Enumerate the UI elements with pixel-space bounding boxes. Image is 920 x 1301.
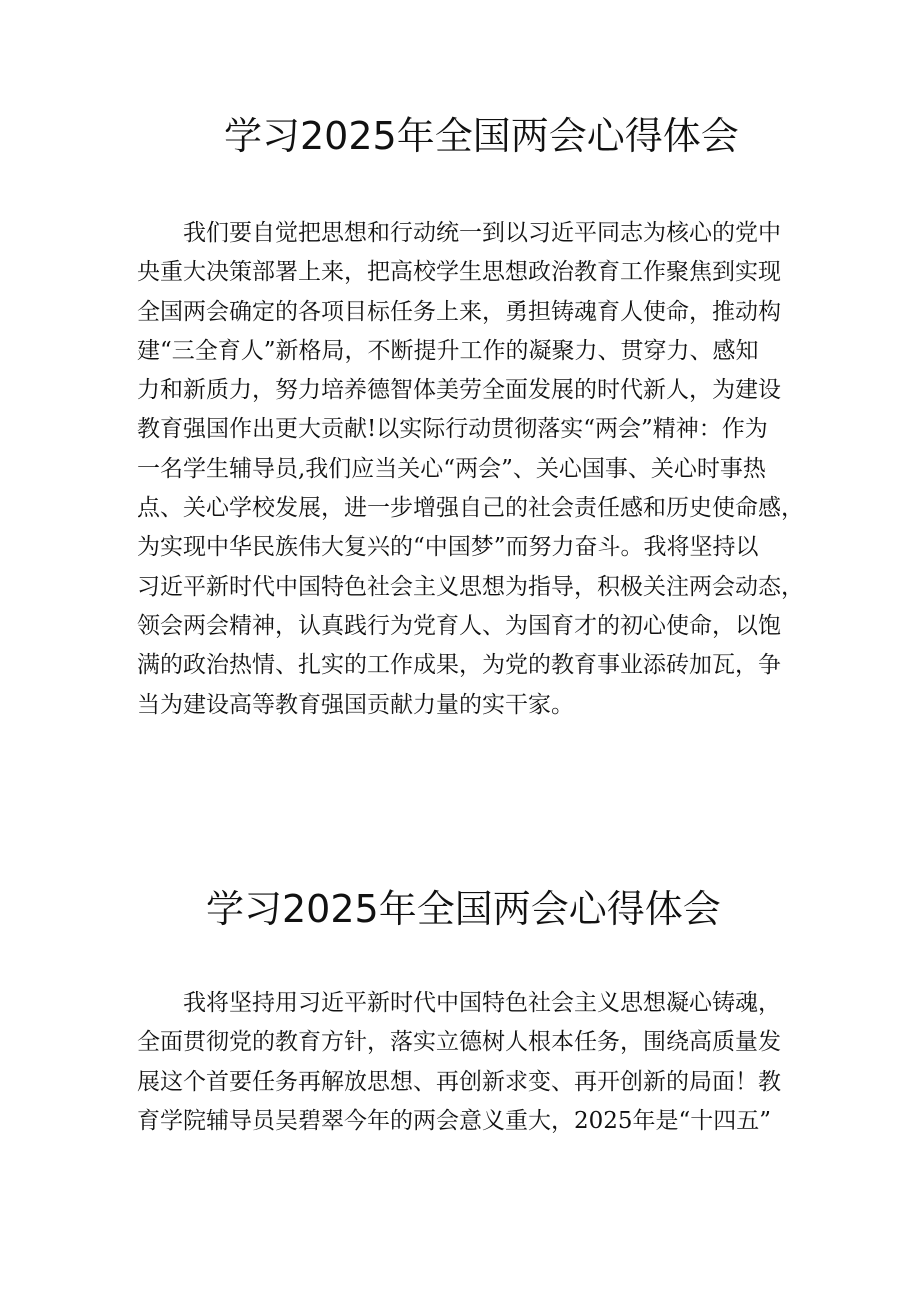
paragraph-line: 为实现中华民族伟大复兴的“中国梦”而努力奋斗。我将坚持以 [137, 534, 759, 561]
paragraph-line: 全国两会确定的各项目标任务上来，勇担铸魂育人使命，推动构 [137, 298, 781, 325]
paragraph-line: 一名学生辅导员,我们应当关心“两会”、关心国事、关心时事热 [137, 455, 766, 482]
section-1-title: 学习2025年全国两会心得体会 [224, 114, 739, 158]
section-2-title: 学习2025年全国两会心得体会 [206, 887, 721, 931]
paragraph-line: 育学院辅导员吴碧翠今年的两会意义重大，2025年是“十四五” [137, 1107, 772, 1134]
paragraph-line: 建“三全育人”新格局，不断提升工作的凝聚力、贯穿力、感知 [137, 337, 759, 364]
paragraph-line: 满的政治热情、扎实的工作成果，为党的教育事业添砖加瓦，争 [137, 652, 781, 679]
paragraph-line: 央重大决策部署上来，把高校学生思想政治教育工作聚焦到实现 [137, 259, 781, 286]
section-2-paragraph [137, 984, 797, 1141]
paragraph-line: 习近平新时代中国特色社会主义思想为指导，积极关注两会动态， [137, 573, 804, 600]
paragraph-line: 我将坚持用习近平新时代中国特色社会主义思想凝心铸魂， [137, 990, 781, 1016]
paragraph-line: 当为建设高等教育强国贡献力量的实干家。 [137, 691, 574, 718]
section-1-paragraph [137, 214, 804, 725]
paragraph-line: 力和新质力，努力培养德智体美劳全面发展的时代新人，为建设 [137, 377, 781, 404]
paragraph-line: 点、关心学校发展，进一步增强自己的社会责任感和历史使命感， [137, 495, 804, 522]
paragraph-line: 全面贯彻党的教育方针，落实立德树人根本任务，围绕高质量发 [137, 1029, 781, 1056]
paragraph-line: 我们要自觉把思想和行动统一到以习近平同志为核心的党中 [137, 220, 781, 246]
paragraph-line: 展这个首要任务再解放思想、再创新求变、再开创新的局面！教 [137, 1068, 781, 1095]
paragraph-line: 教育强国作出更大贡献!以实际行动贯彻落实“两会”精神：作为 [137, 416, 768, 443]
paragraph-line: 领会两会精神，认真践行为党育人、为国育才的初心使命，以饱 [137, 612, 781, 639]
